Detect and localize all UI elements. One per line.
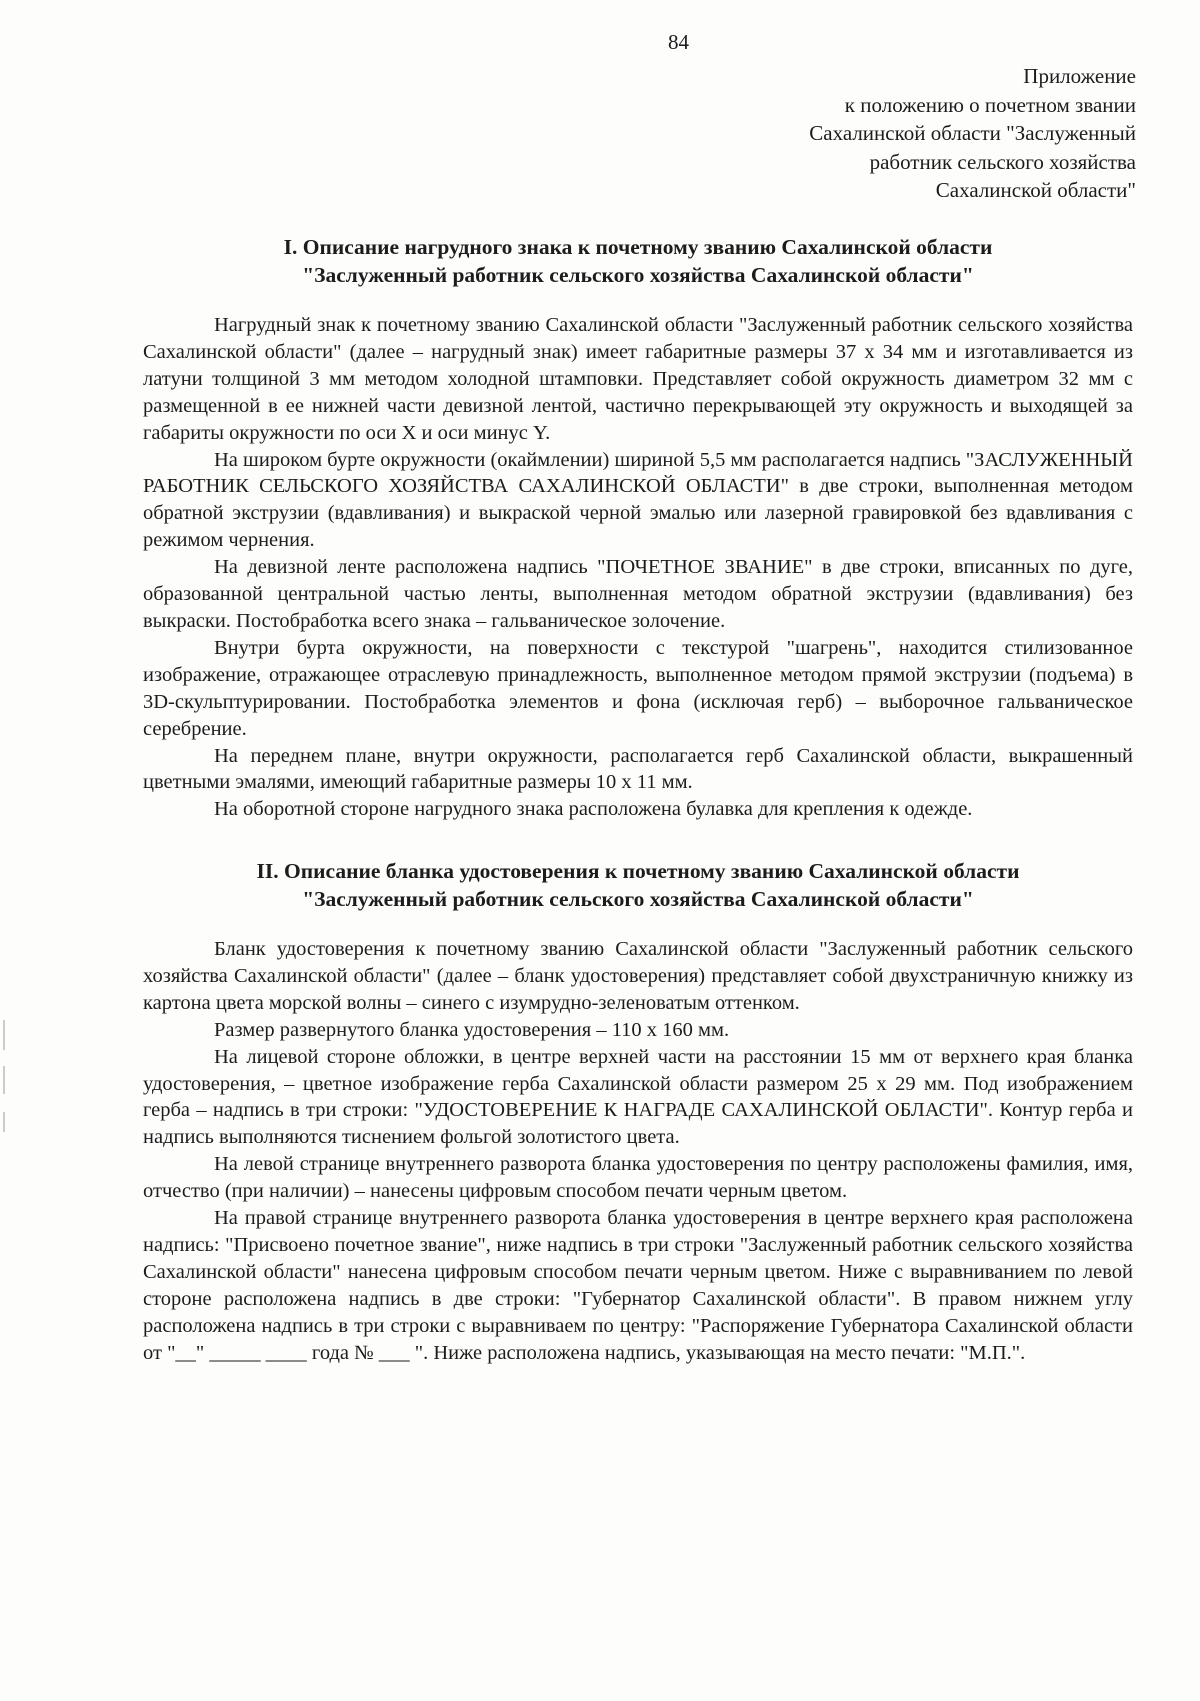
section-2-title bbox=[143, 857, 1133, 913]
appendix-line: Сахалинской области" bbox=[935, 178, 1136, 202]
paragraph: На левой странице внутреннего разворота бланка удостоверения по центру расположены фамилия, имя, отчество (при наличии) – нанесены цифровым способом печати черным цветом. bbox=[143, 1153, 1133, 1203]
section-2-title-line: II. Описание бланка удостоверения к почетному званию Сахалинской области bbox=[256, 859, 1020, 883]
section-2-body bbox=[143, 936, 1133, 1367]
paragraph: Внутри бурта окружности, на поверхности с текстурой "шагрень", находится стилизованное изображение, отражающее отраслевую принадлежность, выполненное методом прямой экструзии (подъема) в 3D-скульптурировании. Постобработка элементов и фона (исключая герб) – выборочное гальваническое серебрение. bbox=[143, 636, 1133, 740]
appendix-line: Сахалинской области "Заслуженный bbox=[809, 121, 1136, 145]
paragraph: На широком бурте окружности (окаймлении) шириной 5,5 мм располагается надпись "ЗАСЛУЖЕННЫЙ РАБОТНИК СЕЛЬСКОГО ХОЗЯЙСТВА САХАЛИНСКОЙ ОБЛАСТИ" в две строки, выполненная методом обратной экструзии (вдавливания) и выкраской черной эмалью или лазерной гравировкой без вдавливания с режимом чернения. bbox=[143, 448, 1133, 552]
appendix-line: Приложение bbox=[1023, 64, 1136, 88]
paragraph: На правой странице внутреннего разворота бланка удостоверения в центре верхнего края расположена надпись: "Присвоено почетное звание", ниже надпись в три строки "Заслуженный работник сельского хозяйства Сахалинской области" нанесена цифровым способом печати черным цветом. Ниже с выравниванием по левой стороне расположена надпись в две строки: "Губернатор Сахалинской области". В правом нижнем углу расположена надпись в три строки с выравниваем по центру: "Распоряжение Губернатора Сахалинской области от "__" _____ ____ года № ___ ". Ниже расположена надпись, указывающая на место печати: "М.П.". bbox=[143, 1207, 1133, 1364]
paragraph: На оборотной стороне нагрудного знака расположена булавка для крепления к одежде. bbox=[214, 798, 973, 821]
paragraph: На переднем плане, внутри окружности, располагается герб Сахалинской области, выкрашенный цветными эмалями, имеющий габаритные размеры 10 х 11 мм. bbox=[143, 744, 1133, 794]
scan-artifact bbox=[3, 1066, 5, 1094]
scan-artifact bbox=[3, 1020, 5, 1050]
section-1-title-line: I. Описание нагрудного знака к почетному званию Сахалинской области bbox=[283, 235, 993, 259]
paragraph: Бланк удостоверения к почетному званию Сахалинской области "Заслуженный работник сельского хозяйства Сахалинской области" (далее – бланк удостоверения) представляет собой двухстраничную книжку из картона цвета морской волны – синего с изумрудно-зеленоватым оттенком. bbox=[143, 938, 1133, 1014]
appendix-line: к положению о почетном звании bbox=[844, 92, 1136, 117]
paragraph: Размер развернутого бланка удостоверения – 110 х 160 мм. bbox=[214, 1018, 730, 1041]
section-1-title-line: "Заслуженный работник сельского хозяйства Сахалинской области" bbox=[302, 263, 974, 287]
section-1-title bbox=[143, 233, 1133, 289]
appendix-header bbox=[716, 62, 1136, 205]
paragraph: На лицевой стороне обложки, в центре верхней части на расстоянии 15 мм от верхнего края бланка удостоверения, – цветное изображение герба Сахалинской области размером 25 х 29 мм. Под изображением герба – надпись в три строки: "УДОСТОВЕРЕНИЕ К НАГРАДЕ САХАЛИНСКОЙ ОБЛАСТИ". Контур герба и надпись выполняются тиснением фольгой золотистого цвета. bbox=[143, 1045, 1133, 1149]
paragraph: На девизной ленте расположена надпись "ПОЧЕТНОЕ ЗВАНИЕ" в две строки, вписанных по дуге, образованной центральной частью ленты, выполненная методом обратной экструзии (вдавливания) без выкраски. Постобработка всего знака – гальваническое золочение. bbox=[143, 556, 1133, 632]
paragraph: Нагрудный знак к почетному званию Сахалинской области "Заслуженный работник сельского хозяйства Сахалинской области" (далее – нагрудный знак) имеет габаритные размеры 37 х 34 мм и изготавливается из латуни толщиной 3 мм методом холодной штамповки. Представляет собой окружность диаметром 32 мм с размещенной в ее нижней части девизной лентой, частично перекрывающей эту окружность и выходящей за габариты окружности по оси X и оси минус Y. bbox=[143, 314, 1133, 444]
page-number: 84 bbox=[668, 30, 689, 54]
section-1-body bbox=[143, 312, 1133, 823]
scan-artifact bbox=[3, 1112, 5, 1132]
appendix-line: работник сельского хозяйства bbox=[869, 149, 1136, 174]
section-2-title-line: "Заслуженный работник сельского хозяйства Сахалинской области" bbox=[302, 887, 974, 911]
